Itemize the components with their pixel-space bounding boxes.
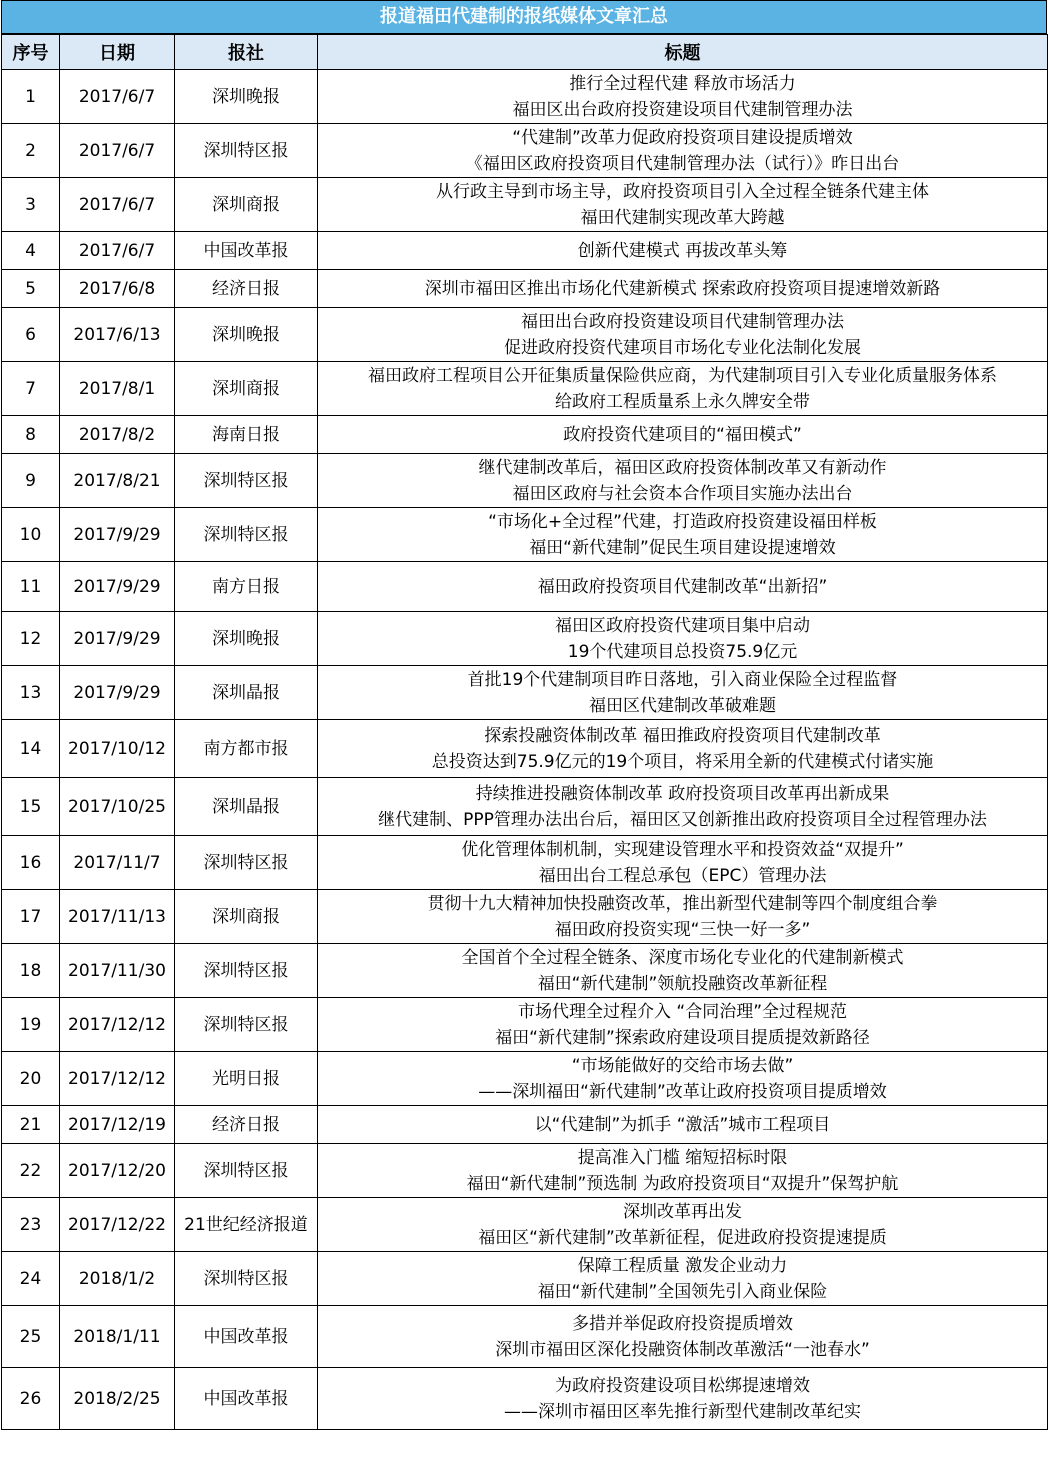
cell-date: 2017/8/1 [60,362,175,416]
cell-title [318,416,1048,454]
table-row [2,944,1048,998]
title-line: 福田政府投资项目代建制改革“出新招” [537,576,828,597]
table-row [2,1198,1048,1252]
table-row [2,232,1048,270]
title-line: 政府投资代建项目的“福田模式” [563,424,802,445]
cell-paper: 经济日报 [175,270,318,308]
cell-no: 4 [2,232,60,270]
title-line: 福田区政府投资代建项目集中启动 [555,615,810,636]
table-row [2,1306,1048,1368]
table-row [2,308,1048,362]
header-row [2,35,1048,70]
cell-no: 23 [2,1198,60,1252]
title-line: 给政府工程质量系上永久牌安全带 [555,391,810,412]
title-line: 福田区“新代建制”改革新征程，促进政府投资提速提质 [478,1227,887,1248]
cell-paper: 深圳晚报 [175,612,318,666]
title-line: 继代建制改革后，福田区政府投资体制改革又有新动作 [478,457,887,478]
cell-paper: 深圳商报 [175,890,318,944]
cell-no: 18 [2,944,60,998]
title-line: 福田区代建制改革破难题 [589,695,776,716]
cell-paper: 中国改革报 [175,1368,318,1430]
table-row [2,454,1048,508]
cell-title [318,612,1048,666]
table-row [2,890,1048,944]
cell-paper: 深圳特区报 [175,998,318,1052]
cell-date: 2017/12/22 [60,1198,175,1252]
title-line: 福田政府工程项目公开征集质量保险供应商，为代建制项目引入专业化质量服务体系 [368,365,997,386]
cell-title [318,720,1048,778]
title-line: 优化管理体制机制，实现建设管理水平和投资效益“双提升” [461,839,904,860]
title-line: 福田出台政府投资建设项目代建制管理办法 [521,311,844,332]
cell-date: 2017/12/20 [60,1144,175,1198]
header-date: 日期 [60,35,175,70]
sheet-title: 报道福田代建制的报纸媒体文章汇总 [1,0,1047,34]
cell-paper: 21世纪经济报道 [175,1198,318,1252]
cell-date: 2017/12/12 [60,1052,175,1106]
cell-title [318,944,1048,998]
cell-date: 2018/1/11 [60,1306,175,1368]
table-row [2,508,1048,562]
title-line: 《福田区政府投资项目代建制管理办法（试行）》昨日出台 [465,153,900,174]
table-row [2,1052,1048,1106]
title-line: 全国首个全过程全链条、深度市场化专业化的代建制新模式 [461,947,904,968]
cell-title [318,454,1048,508]
header-title: 标题 [318,35,1048,70]
table-row [2,778,1048,836]
title-line: ——深圳福田“新代建制”改革让政府投资项目提质增效 [478,1081,887,1102]
table-row [2,720,1048,778]
cell-date: 2018/2/25 [60,1368,175,1430]
title-line: 多措并举促政府投资提质增效 [572,1313,793,1334]
cell-paper: 深圳特区报 [175,836,318,890]
cell-paper: 深圳特区报 [175,1252,318,1306]
cell-no: 26 [2,1368,60,1430]
cell-paper: 深圳晶报 [175,778,318,836]
cell-no: 14 [2,720,60,778]
cell-paper: 深圳特区报 [175,454,318,508]
table-row [2,1144,1048,1198]
title-line: 福田“新代建制”预选制 为政府投资项目“双提升”保驾护航 [466,1173,899,1194]
title-line: 贯彻十九大精神加快投融资改革，推出新型代建制等四个制度组合拳 [427,893,938,914]
cell-paper: 深圳晚报 [175,308,318,362]
cell-title [318,1252,1048,1306]
title-line: 福田“新代建制”全国领先引入商业保险 [537,1281,828,1302]
title-line: 深圳市福田区深化投融资体制改革激活“一池春水” [495,1339,870,1360]
cell-date: 2017/8/21 [60,454,175,508]
table-row [2,416,1048,454]
cell-no: 3 [2,178,60,232]
table-row [2,612,1048,666]
cell-date: 2017/9/29 [60,562,175,612]
cell-title [318,1144,1048,1198]
summary-sheet [1,0,1047,1430]
title-line: 福田“新代建制”领航投融资改革新征程 [537,973,828,994]
cell-title [318,270,1048,308]
cell-no: 21 [2,1106,60,1144]
cell-title [318,890,1048,944]
cell-title [318,308,1048,362]
cell-paper: 深圳晶报 [175,666,318,720]
table-row [2,562,1048,612]
header-no: 序号 [2,35,60,70]
title-line: 福田代建制实现改革大跨越 [580,207,785,228]
cell-title [318,1106,1048,1144]
cell-no: 15 [2,778,60,836]
cell-title [318,836,1048,890]
cell-no: 1 [2,70,60,124]
table-row [2,124,1048,178]
title-line: 保障工程质量 激发企业动力 [577,1255,788,1276]
cell-paper: 深圳特区报 [175,944,318,998]
title-line: 福田政府投资实现“三快一好一多” [554,919,811,940]
title-line: 为政府投资建设项目松绑提速增效 [555,1375,810,1396]
cell-date: 2017/8/2 [60,416,175,454]
cell-title [318,778,1048,836]
cell-title [318,666,1048,720]
cell-date: 2017/9/29 [60,508,175,562]
table-row [2,70,1048,124]
cell-title [318,1052,1048,1106]
cell-no: 13 [2,666,60,720]
cell-date: 2018/1/2 [60,1252,175,1306]
cell-date: 2017/11/7 [60,836,175,890]
cell-paper: 中国改革报 [175,1306,318,1368]
table-row [2,270,1048,308]
title-line: “市场化+全过程”代建，打造政府投资建设福田样板 [488,511,877,532]
title-line: 深圳改革再出发 [623,1201,742,1222]
cell-no: 8 [2,416,60,454]
cell-date: 2017/6/13 [60,308,175,362]
title-line: 福田区政府与社会资本合作项目实施办法出台 [512,483,853,504]
cell-no: 11 [2,562,60,612]
cell-date: 2017/12/12 [60,998,175,1052]
cell-title [318,1198,1048,1252]
header-paper: 报社 [175,35,318,70]
table-row [2,666,1048,720]
title-line: 提高准入门槛 缩短招标时限 [577,1147,788,1168]
cell-date: 2017/6/7 [60,232,175,270]
title-line: 福田出台工程总承包（EPC）管理办法 [538,865,827,886]
cell-no: 16 [2,836,60,890]
cell-no: 17 [2,890,60,944]
articles-table [1,34,1048,1430]
table-body [2,70,1048,1430]
cell-date: 2017/11/13 [60,890,175,944]
title-line: 推行全过程代建 释放市场活力 [569,73,796,94]
title-line: 福田“新代建制”探索政府建设项目提质提效新路径 [495,1027,870,1048]
cell-paper: 南方都市报 [175,720,318,778]
title-line: 深圳市福田区推出市场化代建新模式 探索政府投资项目提速增效新路 [424,278,941,299]
table-row [2,998,1048,1052]
cell-title [318,1368,1048,1430]
cell-title [318,508,1048,562]
cell-no: 2 [2,124,60,178]
title-line: “代建制”改革力促政府投资项目建设提质增效 [512,127,853,148]
cell-paper: 中国改革报 [175,232,318,270]
cell-no: 6 [2,308,60,362]
cell-title [318,178,1048,232]
title-line: “市场能做好的交给市场去做” [571,1055,794,1076]
cell-paper: 海南日报 [175,416,318,454]
cell-paper: 深圳商报 [175,362,318,416]
cell-no: 19 [2,998,60,1052]
title-line: 福田“新代建制”促民生项目建设提速增效 [529,537,836,558]
cell-paper: 南方日报 [175,562,318,612]
cell-no: 7 [2,362,60,416]
cell-date: 2017/9/29 [60,666,175,720]
cell-title [318,232,1048,270]
table-row [2,1252,1048,1306]
cell-date: 2017/10/12 [60,720,175,778]
title-line: 从行政主导到市场主导，政府投资项目引入全过程全链条代建主体 [436,181,929,202]
table-row [2,836,1048,890]
title-line: 继代建制、PPP管理办法出台后，福田区又创新推出政府投资项目全过程管理办法 [378,809,987,830]
cell-paper: 深圳晚报 [175,70,318,124]
cell-paper: 深圳商报 [175,178,318,232]
cell-title [318,70,1048,124]
title-line: 持续推进投融资体制改革 政府投资项目改革再出新成果 [475,783,890,804]
cell-title [318,1306,1048,1368]
cell-no: 5 [2,270,60,308]
cell-paper: 光明日报 [175,1052,318,1106]
cell-date: 2017/12/19 [60,1106,175,1144]
cell-title [318,362,1048,416]
cell-date: 2017/6/8 [60,270,175,308]
cell-date: 2017/6/7 [60,178,175,232]
cell-date: 2017/6/7 [60,124,175,178]
title-line: 福田区出台政府投资建设项目代建制管理办法 [512,99,853,120]
cell-no: 24 [2,1252,60,1306]
title-line: 19个代建项目总投资75.9亿元 [567,641,798,662]
cell-date: 2017/11/30 [60,944,175,998]
cell-no: 10 [2,508,60,562]
cell-no: 12 [2,612,60,666]
cell-no: 9 [2,454,60,508]
cell-date: 2017/6/7 [60,70,175,124]
table-row [2,1106,1048,1144]
table-row [2,1368,1048,1430]
cell-date: 2017/9/29 [60,612,175,666]
title-line: 总投资达到75.9亿元的19个项目，将采用全新的代建模式付诸实施 [431,751,934,772]
cell-title [318,562,1048,612]
cell-paper: 深圳特区报 [175,124,318,178]
cell-no: 20 [2,1052,60,1106]
title-line: ——深圳市福田区率先推行新型代建制改革纪实 [504,1401,861,1422]
title-line: 创新代建模式 再拔改革头筹 [577,240,788,261]
cell-date: 2017/10/25 [60,778,175,836]
cell-paper: 经济日报 [175,1106,318,1144]
table-row [2,178,1048,232]
title-line: 首批19个代建制项目昨日落地，引入商业保险全过程监督 [467,669,898,690]
title-line: 促进政府投资代建项目市场化专业化法制化发展 [504,337,861,358]
cell-no: 25 [2,1306,60,1368]
title-line: 以“代建制”为抓手 “激活”城市工程项目 [534,1114,831,1135]
cell-no: 22 [2,1144,60,1198]
cell-paper: 深圳特区报 [175,508,318,562]
title-line: 市场代理全过程介入 “合同治理”全过程规范 [517,1001,848,1022]
cell-paper: 深圳特区报 [175,1144,318,1198]
cell-title [318,124,1048,178]
cell-title [318,998,1048,1052]
title-line: 探索投融资体制改革 福田推政府投资项目代建制改革 [484,725,881,746]
table-row [2,362,1048,416]
